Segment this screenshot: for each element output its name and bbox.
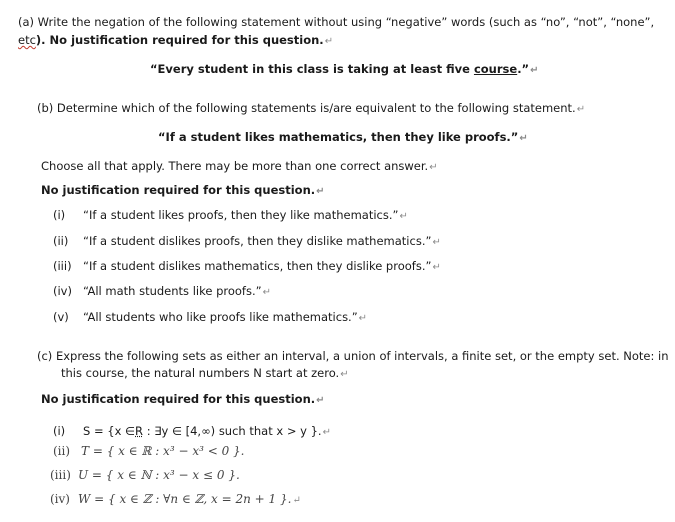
paragraph-mark: ↵ [530,65,539,76]
part-b-quote [158,130,528,146]
part-a-line-1 [18,15,654,29]
option-text: “If a student dislikes proofs, then they dislike mathematics.” [83,234,432,248]
part-c-intro-text-2: this course, the natural numbers N start at zero. [61,366,340,380]
paragraph-mark: ↵ [262,287,271,298]
set-item-i [53,424,331,440]
option-number: (ii) [53,234,69,248]
part-b-choose [41,159,438,175]
part-b-intro-text: (b) Determine which of the following statements is/are equivalent to the following statement. [37,101,576,115]
option-number: (iii) [53,259,72,273]
part-b-quote-text: “If a student likes mathematics, then they like proofs.” [158,130,519,144]
paragraph-mark: ↵ [358,313,368,324]
quote-text-post: .” [517,62,530,76]
option-number: (i) [53,208,66,222]
option-v [53,310,367,326]
option-iii [53,259,441,275]
paragraph-mark: ↵ [576,104,586,115]
part-c-intro-text-1: (c) Express the following sets as either an interval, a union of intervals, a finite set, or the empty set. Note: in [37,349,669,363]
option-text: “All math students like proofs.” [83,284,262,298]
paragraph-mark: ↵ [399,211,408,222]
paragraph-mark: ↵ [316,395,325,406]
paragraph-mark: ↵ [519,133,528,144]
set-s-pre: S = {x ∈ [83,424,136,438]
part-b-nojust-text: No justification required for this question. [41,183,316,197]
set-s-reals: R [135,424,144,438]
set-t-expr: T = { x ∈ ℝ : x³ − x³ < 0 }. [81,444,245,458]
paragraph-mark: ↵ [432,262,441,273]
part-c-nojust-text: No justification required for this question. [41,392,316,406]
part-a-no-justification: ). No justification required for this question. [35,33,324,47]
quote-text-pre: “Every student in this class is taking at least five [150,62,474,76]
option-number: (v) [53,310,69,324]
paragraph-mark: ↵ [322,427,331,438]
part-a-text-1: (a) Write the negation of the following statement without using “negative” words (such as “no”, “not”, “none”, [18,15,655,29]
option-number: (iv) [53,284,72,298]
option-text: “If a student likes proofs, then they like mathematics.” [83,208,399,222]
set-w-expr: W = { x ∈ ℤ : ∀n ∈ ℤ, x = 2n + 1 }. [78,492,292,506]
option-text: “All students who like proofs like mathematics.” [83,310,358,324]
etc-word: etc [18,33,36,47]
paragraph-mark: ↵ [429,162,438,173]
set-item-number: (iv) [50,492,70,506]
option-text: “If a student dislikes mathematics, then they dislike proofs.” [83,259,432,273]
set-u-expr: U = { x ∈ ℕ : x³ − x ≤ 0 }. [78,468,240,482]
set-item-number: (ii) [53,444,71,458]
part-a-line-2 [18,33,333,49]
set-item-iii [50,468,240,482]
option-ii [53,234,441,250]
set-item-iv [50,492,301,508]
paragraph-mark: ↵ [340,369,349,380]
part-c-intro-2 [61,366,349,382]
set-item-number: (i) [53,424,66,438]
part-c-intro-1 [37,349,669,363]
paragraph-mark: ↵ [292,495,301,506]
part-a-quote [150,62,539,78]
quote-underlined-word: course [473,62,518,76]
option-iv [53,284,271,300]
set-item-number: (iii) [50,468,71,482]
part-b-choose-text: Choose all that apply. There may be more than one correct answer. [41,159,429,173]
part-c-no-justification [41,392,325,408]
paragraph-mark: ↵ [324,36,334,47]
paragraph-mark: ↵ [316,186,325,197]
part-b-no-justification [41,183,325,199]
option-i [53,208,408,224]
paragraph-mark: ↵ [432,237,441,248]
set-s-rest: : ∃y ∈ [4,∞) such that x > y }. [143,424,322,438]
part-b-intro [37,101,585,117]
set-item-ii [53,444,244,458]
